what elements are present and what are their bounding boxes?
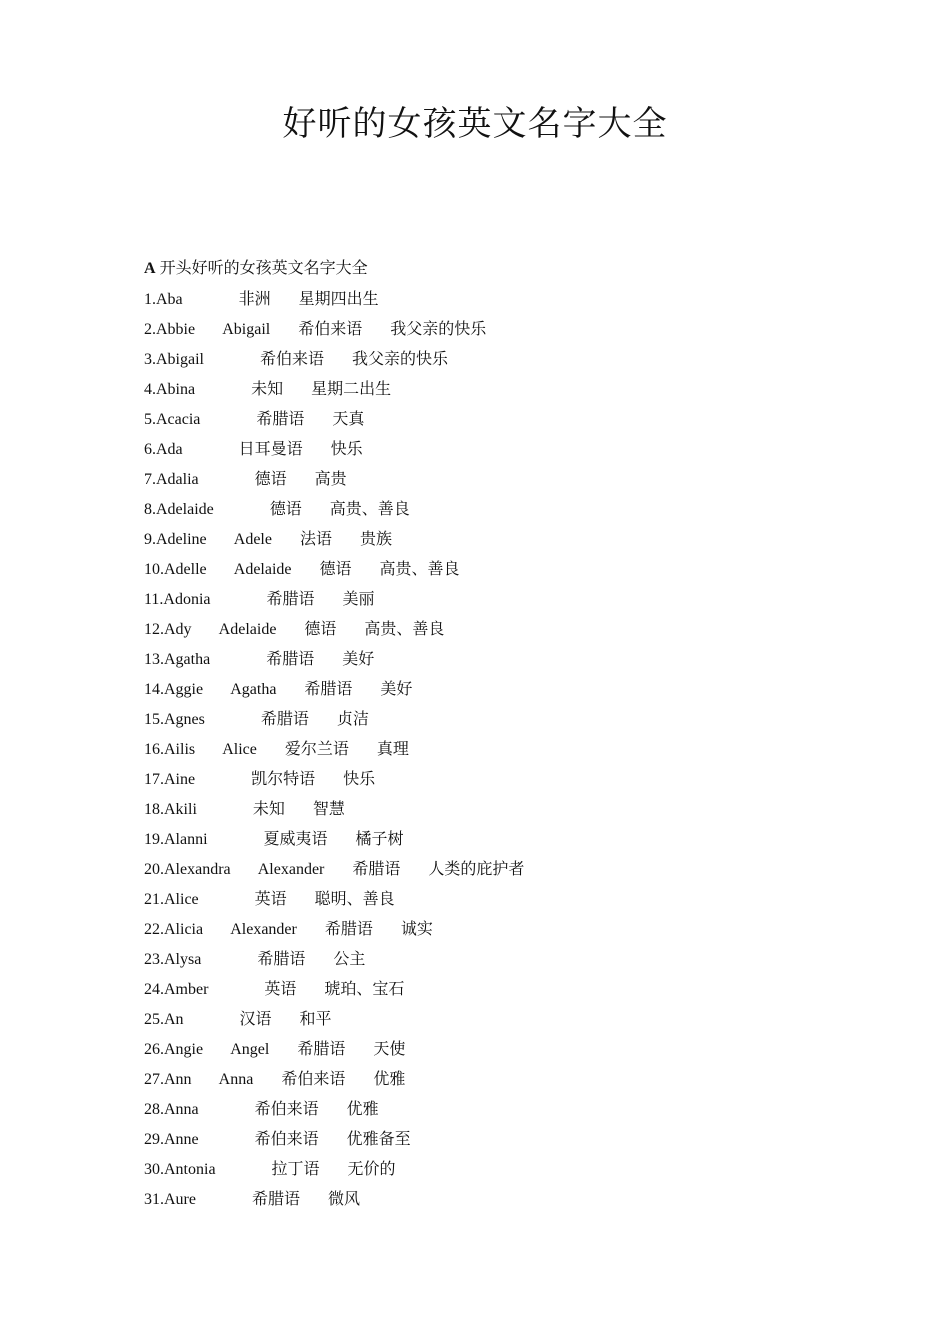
list-item: 19.Alanni 夏威夷语 橘子树 [144,831,404,848]
list-item: 17.Aine 凯尔特语 快乐 [144,771,376,788]
section-heading-text: 开头好听的女孩英文名字大全 [155,260,368,277]
list-item: 11.Adonia 希腊语 美丽 [144,591,375,608]
list-item: 28.Anna 希伯来语 优雅 [144,1101,379,1118]
list-item: 26.Angie Angel 希腊语 天使 [144,1041,406,1058]
list-item: 30.Antonia 拉丁语 无价的 [144,1161,396,1178]
document-title: 好听的女孩英文名字大全 [282,106,668,143]
name-list [144,287,524,1217]
list-item: 9.Adeline Adele 法语 贵族 [144,531,392,548]
list-item: 23.Alysa 希腊语 公主 [144,951,366,968]
list-item: 22.Alicia Alexander 希腊语 诚实 [144,921,433,938]
list-item: 12.Ady Adelaide 德语 高贵、善良 [144,621,445,638]
list-item: 8.Adelaide 德语 高贵、善良 [144,501,410,518]
list-item: 1.Aba 非洲 星期四出生 [144,291,379,308]
list-item: 14.Aggie Agatha 希腊语 美好 [144,681,413,698]
list-item: 13.Agatha 希腊语 美好 [144,651,375,668]
list-item: 10.Adelle Adelaide 德语 高贵、善良 [144,561,460,578]
list-item: 29.Anne 希伯来语 优雅备至 [144,1131,411,1148]
list-item: 27.Ann Anna 希伯来语 优雅 [144,1071,406,1088]
list-item: 16.Ailis Alice 爱尔兰语 真理 [144,741,409,758]
list-item: 7.Adalia 德语 高贵 [144,471,347,488]
list-item: 31.Aure 希腊语 微风 [144,1191,360,1208]
list-item: 25.An 汉语 和平 [144,1011,332,1028]
list-item: 24.Amber 英语 琥珀、宝石 [144,981,405,998]
list-item: 15.Agnes 希腊语 贞洁 [144,711,369,728]
list-item: 20.Alexandra Alexander 希腊语 人类的庇护者 [144,861,525,878]
list-item: 2.Abbie Abigail 希伯来语 我父亲的快乐 [144,321,487,338]
list-item: 4.Abina 未知 星期二出生 [144,381,392,398]
list-item: 3.Abigail 希伯来语 我父亲的快乐 [144,351,448,368]
list-item: 5.Acacia 希腊语 天真 [144,411,365,428]
section-letter: A [144,260,156,277]
list-item: 18.Akili 未知 智慧 [144,801,345,818]
list-item: 21.Alice 英语 聪明、善良 [144,891,395,908]
list-item: 6.Ada 日耳曼语 快乐 [144,441,363,458]
section-heading [144,257,368,281]
